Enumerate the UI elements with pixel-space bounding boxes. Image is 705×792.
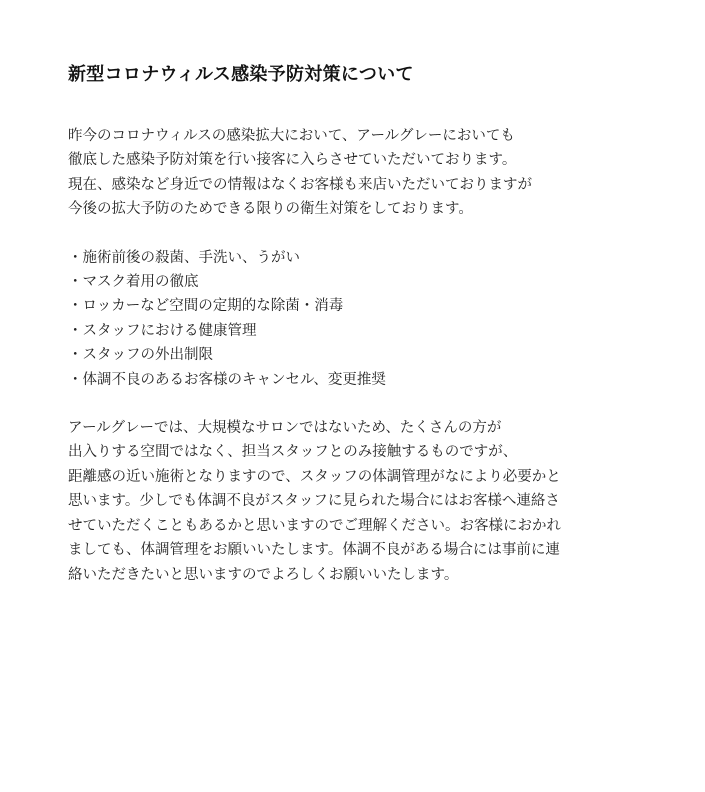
closing-line: アールグレーでは、大規模なサロンではないため、たくさんの方が <box>68 420 502 437</box>
measure-item: ・スタッフの外出制限 <box>68 347 213 364</box>
closing-paragraph <box>68 416 628 587</box>
closing-line: 距離感の近い施術となりますので、スタッフの体調管理がなにより必要かと <box>68 468 561 485</box>
closing-line: せていただくこともあるかと思いますのでご理解ください。お客様におかれ <box>68 517 561 534</box>
measure-item: ・体調不良のあるお客様のキャンセル、変更推奨 <box>68 371 386 388</box>
intro-line: 徹底した感染予防対策を行い接客に入らさせていただいております。 <box>68 152 517 169</box>
measure-item: ・マスク着用の徹底 <box>68 274 199 291</box>
closing-line: 思います。少しでも体調不良がスタッフに見られた場合にはお客様へ連絡さ <box>68 493 560 510</box>
measure-item: ・施術前後の殺菌、手洗い、うがい <box>68 249 300 266</box>
intro-line: 現在、感染など身近での情報はなくお客様も来店いただいておりますが <box>68 176 532 193</box>
page-title: 新型コロナウィルス感染予防対策について <box>68 64 414 85</box>
intro-line: 昨今のコロナウィルスの感染拡大において、アールグレーにおいても <box>68 128 515 144</box>
closing-line: 絡いただきたいと思いますのでよろしくお願いいたします。 <box>68 566 459 583</box>
intro-line: 今後の拡大予防のためできる限りの衛生対策をしております。 <box>68 201 473 218</box>
closing-line: 出入りする空間ではなく、担当スタッフとのみ接触するものですが、 <box>68 444 518 461</box>
article <box>68 62 628 587</box>
closing-line: ましても、体調管理をお願いいたします。体調不良がある場合には事前に連 <box>68 542 560 559</box>
measure-item: ・スタッフにおける健康管理 <box>68 322 257 339</box>
measure-item: ・ロッカーなど空間の定期的な除菌・消毒 <box>68 298 344 315</box>
measures-list <box>68 246 628 392</box>
intro-paragraph <box>68 124 628 222</box>
